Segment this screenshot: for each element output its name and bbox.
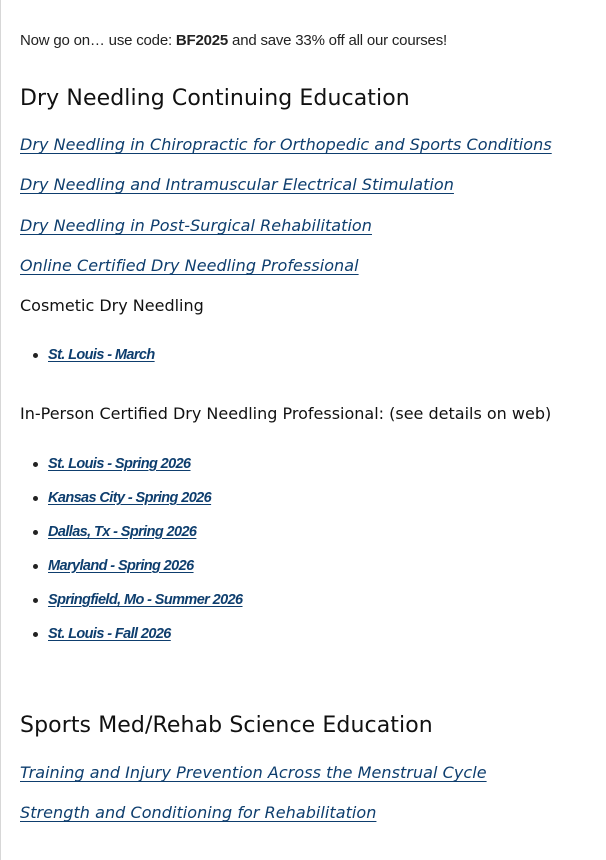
event-link-kansas-city-spring[interactable]: Kansas City - Spring 2026 [48,490,212,506]
cosmetic-event-list [48,345,155,379]
course-link-menstrual-cycle[interactable]: Training and Injury Prevention Across the Menstrual Cycle [20,763,487,782]
course-link-dn-electrical-stimulation[interactable]: Dry Needling and Intramuscular Electrical Stimulation [20,175,454,194]
promo-code: BF2025 [175,32,229,49]
course-link-strength-conditioning[interactable]: Strength and Conditioning for Rehabilitation [20,803,377,822]
list-item [48,345,155,379]
course-link-dn-chiropractic[interactable]: Dry Needling in Chiropractic for Orthopedic and Sports Conditions [20,135,552,154]
course-link-online-certified[interactable]: Online Certified Dry Needling Professional [20,256,359,275]
dry-needling-section-title: Dry Needling Continuing Education [20,86,410,111]
sports-med-section-title: Sports Med/Rehab Science Education [20,713,433,738]
promo-suffix: and save 33% off all our courses! [228,32,447,49]
list-item [48,590,243,624]
event-link-st-louis-fall[interactable]: St. Louis - Fall 2026 [48,626,171,642]
promo-prefix: Now go on… use code: [20,32,176,49]
event-link-st-louis-march[interactable]: St. Louis - March [48,347,155,363]
course-link-dn-post-surgical[interactable]: Dry Needling in Post-Surgical Rehabilitation [20,216,372,235]
in-person-cdnp-heading: In-Person Certified Dry Needling Professional: (see details on web) [20,404,552,423]
list-item [48,556,243,590]
promo-text [20,31,447,51]
cosmetic-dn-heading: Cosmetic Dry Needling [20,296,204,315]
event-link-dallas-spring[interactable]: Dallas, Tx - Spring 2026 [48,524,197,540]
left-border [0,0,1,860]
list-item [48,522,243,556]
event-link-springfield-summer[interactable]: Springfield, Mo - Summer 2026 [48,592,243,608]
event-link-st-louis-spring[interactable]: St. Louis - Spring 2026 [48,456,191,472]
list-item [48,454,243,488]
list-item [48,624,243,658]
in-person-event-list [48,454,243,658]
list-item [48,488,243,522]
event-link-maryland-spring[interactable]: Maryland - Spring 2026 [48,558,194,574]
